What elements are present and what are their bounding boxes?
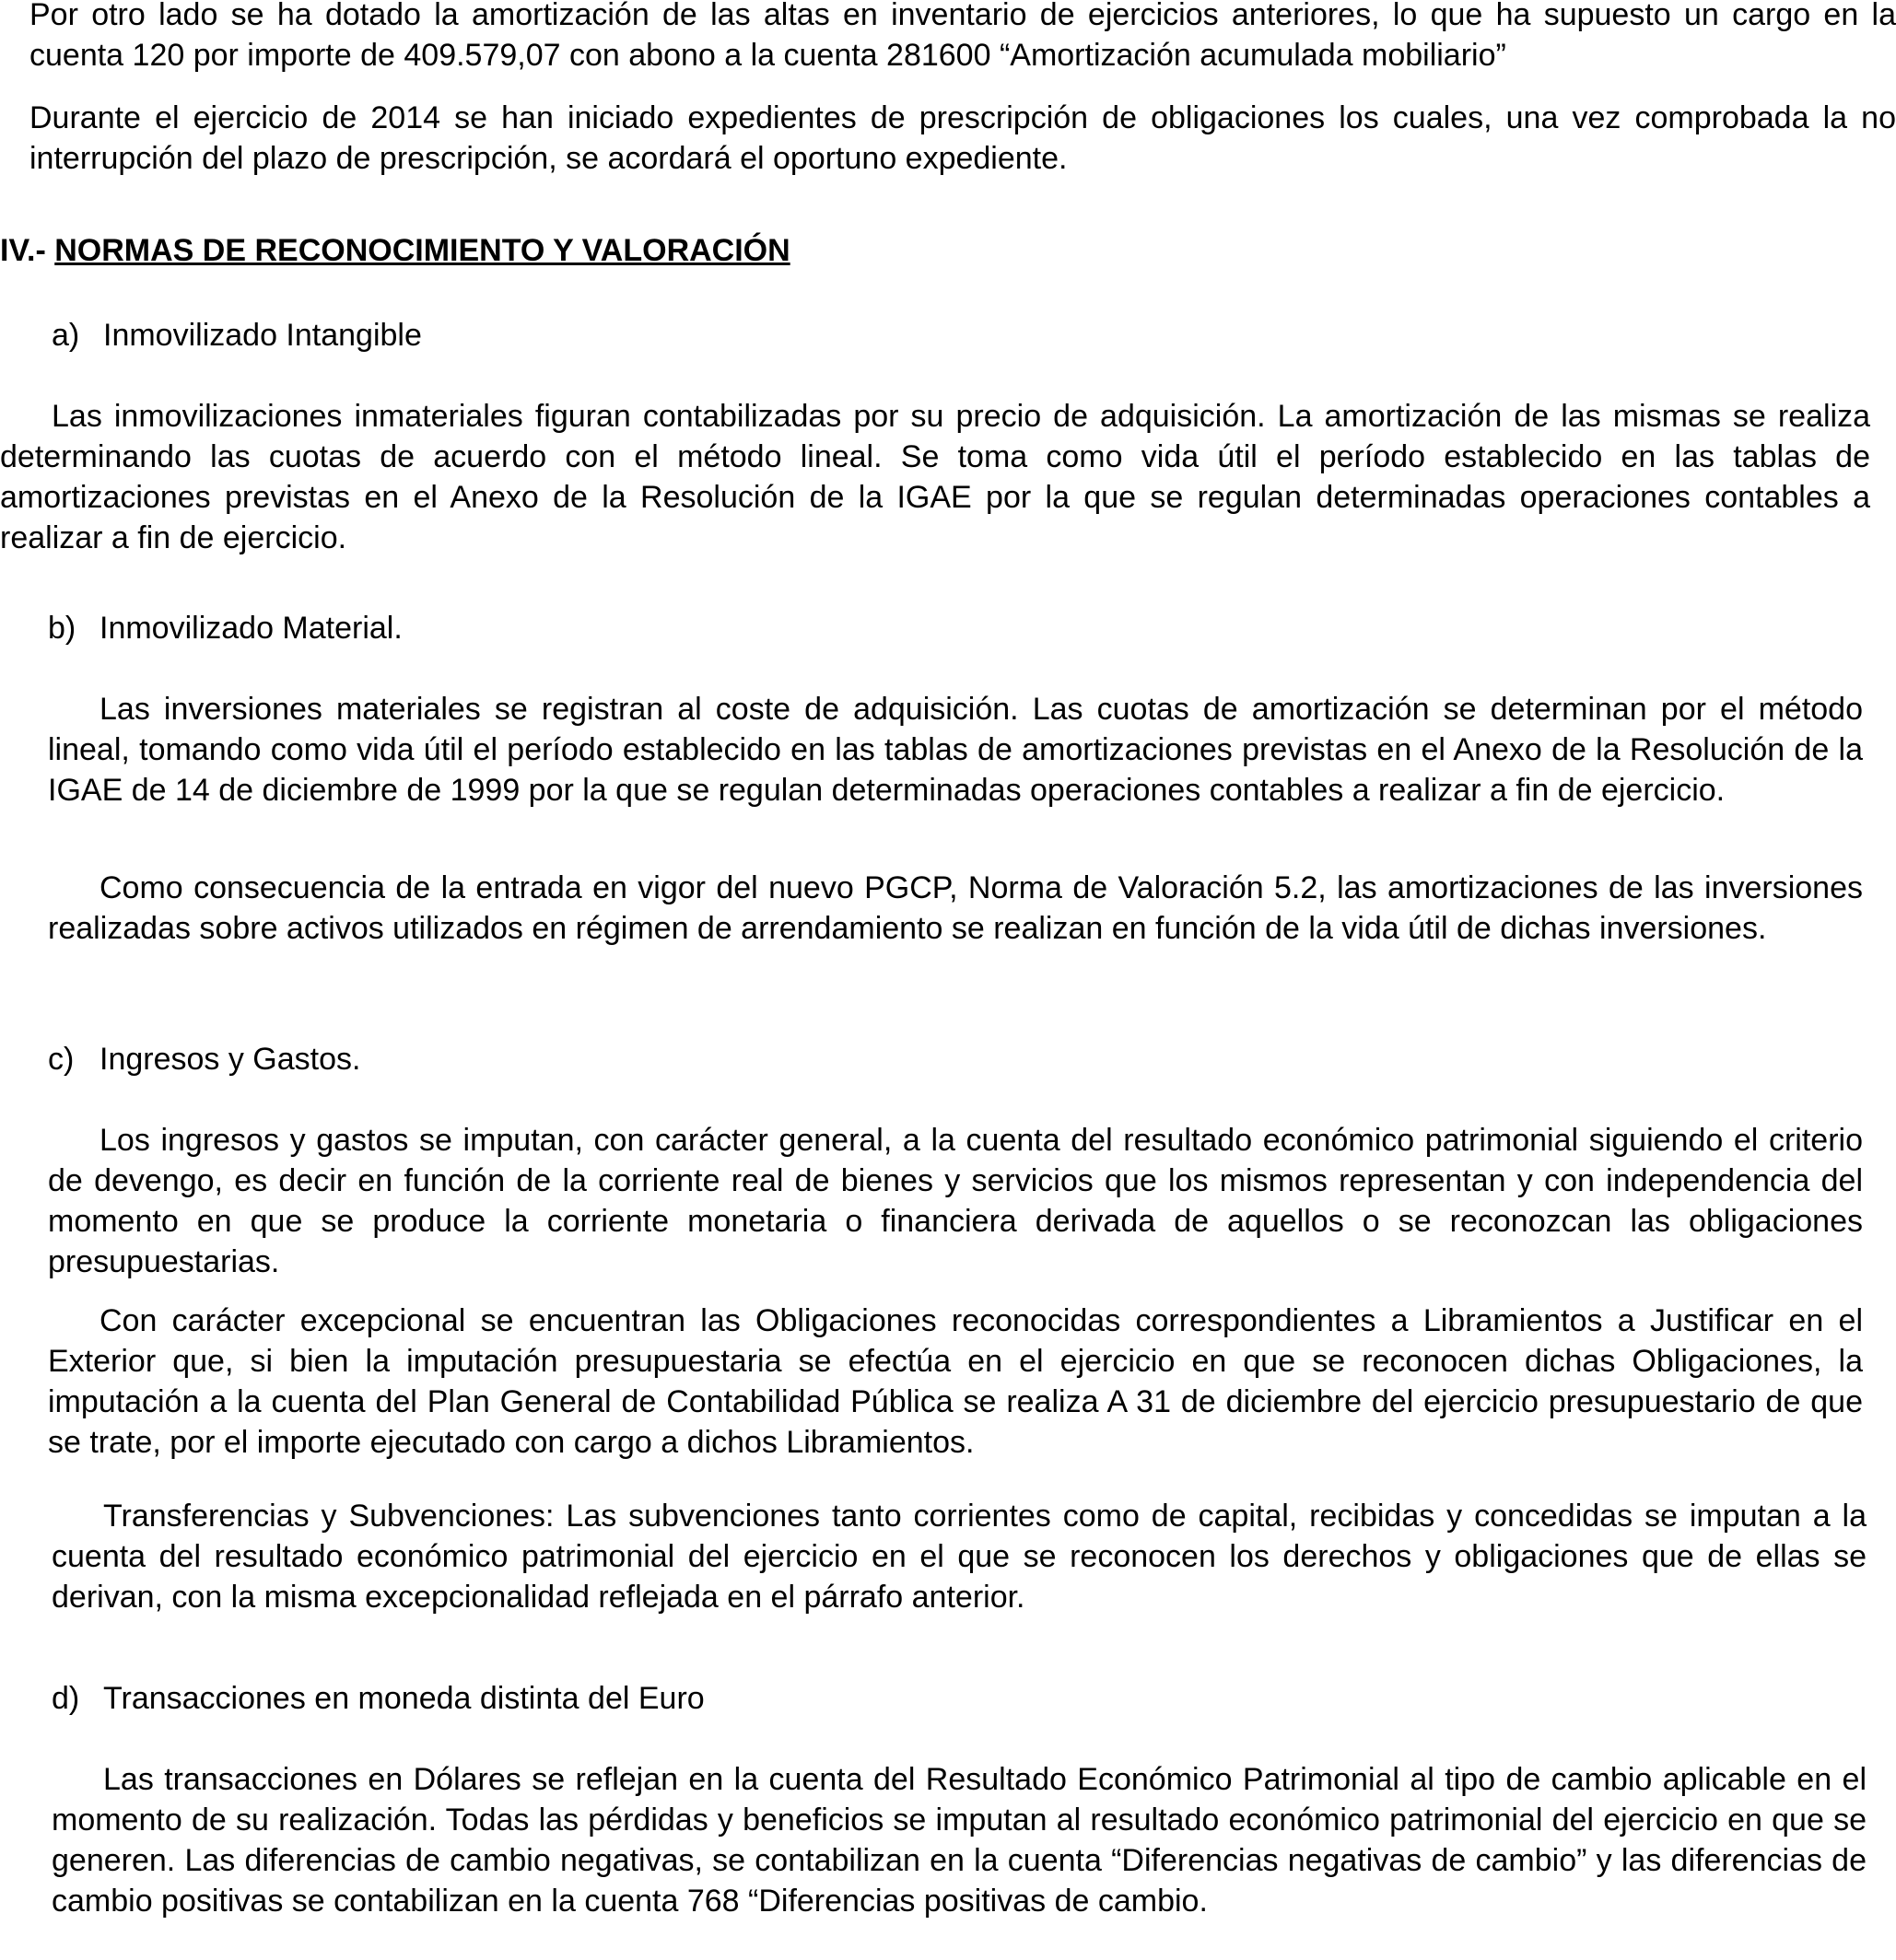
section-number: IV.- (0, 233, 46, 268)
subsection-d-heading (52, 1678, 705, 1719)
subsection-d-paragraph-1: Las transacciones en Dólares se reflejan en la cuenta del Resultado Económico Patrimonial al tipo de cambio aplicable en el momento de su realización. Todas las pérdidas y beneficios se imputan al resultado económico patrimonial del ejercicio en que se generen. Las diferencias de cambio negativas, se contabilizan en la cuenta “Diferencias negativas de cambio” y las diferencias de cambio positivas se contabilizan en la cuenta 768 “Diferencias positivas de cambio. (52, 1762, 1867, 1919)
subsection-c-paragraph-2: Con carácter excepcional se encuentran las Obligaciones reconocidas correspondientes a Libramientos a Justificar en el Exterior que, si bien la imputación presupuestaria se efectúa en el ejercicio en que se reconocen dichas Obligaciones, la imputación a la cuenta del Plan General de Contabilidad Pública se realiza A 31 de diciembre del ejercicio presupuestario de que se trate, por el importe ejecutado con cargo a dichos Libramientos. (48, 1303, 1863, 1460)
subsection-d-marker: d) (52, 1681, 80, 1716)
subsection-c-marker: c) (48, 1042, 75, 1077)
subsection-c-heading (48, 1039, 360, 1079)
subsection-b-title: Inmovilizado Material. (99, 611, 403, 646)
subsection-c-paragraph-1: Los ingresos y gastos se imputan, con carácter general, a la cuenta del resultado económico patrimonial siguiendo el criterio de devengo, es decir en función de la corriente real de bienes y servicios que los mismos representan y con independencia del momento en que se produce la corriente monetaria o financiera derivada de aquellos o se reconozcan las obligaciones presupuestarias. (48, 1123, 1863, 1279)
subsection-c-title: Ingresos y Gastos. (99, 1042, 361, 1077)
subsection-b-paragraph-1: Las inversiones materiales se registran al coste de adquisición. Las cuotas de amortización se determinan por el método lineal, tomando como vida útil el período establecido en las tablas de amortizaciones previstas en el Anexo de la Resolución de la IGAE de 14 de diciembre de 1999 por la que se regulan determinadas operaciones contables a realizar a fin de ejercicio. (48, 692, 1863, 808)
subsection-b-paragraph-2: Como consecuencia de la entrada en vigor del nuevo PGCP, Norma de Valoración 5.2, las amortizaciones de las inversiones realizadas sobre activos utilizados en régimen de arrendamiento se realizan en función de la vida útil de dichas inversiones. (48, 870, 1863, 946)
subsection-c-paragraph-3: Transferencias y Subvenciones: Las subvenciones tanto corrientes como de capital, recibidas y concedidas se imputan a la cuenta del resultado económico patrimonial del ejercicio en el que se reconocen los derechos y obligaciones que de ellas se derivan, con la misma excepcionalidad reflejada en el párrafo anterior. (52, 1499, 1867, 1615)
section-title: NORMAS DE RECONOCIMIENTO Y VALORACIÓN (54, 233, 790, 268)
subsection-a-heading (52, 315, 422, 356)
subsection-a-title: Inmovilizado Intangible (103, 318, 422, 353)
subsection-b-marker: b) (48, 611, 76, 646)
section-heading (0, 230, 790, 271)
subsection-a-marker: a) (52, 318, 80, 353)
subsection-b-heading (48, 608, 403, 648)
subsection-a-paragraph-1: Las inmovilizaciones inmateriales figuran contabilizadas por su precio de adquisición. La amortización de las mismas se realiza determinando las cuotas de acuerdo con el método lineal. Se toma como vida útil el período establecido en las tablas de amortizaciones previstas en el Anexo de la Resolución de la IGAE por la que se regulan determinadas operaciones contables a realizar a fin de ejercicio. (0, 399, 1870, 555)
intro-paragraph-1: Por otro lado se ha dotado la amortización de las altas en inventario de ejercicios anteriores, lo que ha supuesto un cargo en la cuenta 120 por importe de 409.579,07 con abono a la cuenta 281600 “Amortización acumulada mobiliario” (29, 0, 1896, 73)
subsection-d-title: Transacciones en moneda distinta del Euro (103, 1681, 705, 1716)
intro-paragraph-2: Durante el ejercicio de 2014 se han iniciado expedientes de prescripción de obligaciones los cuales, una vez comprobada la no interrupción del plazo de prescripción, se acordará el oportuno expediente. (29, 100, 1896, 176)
